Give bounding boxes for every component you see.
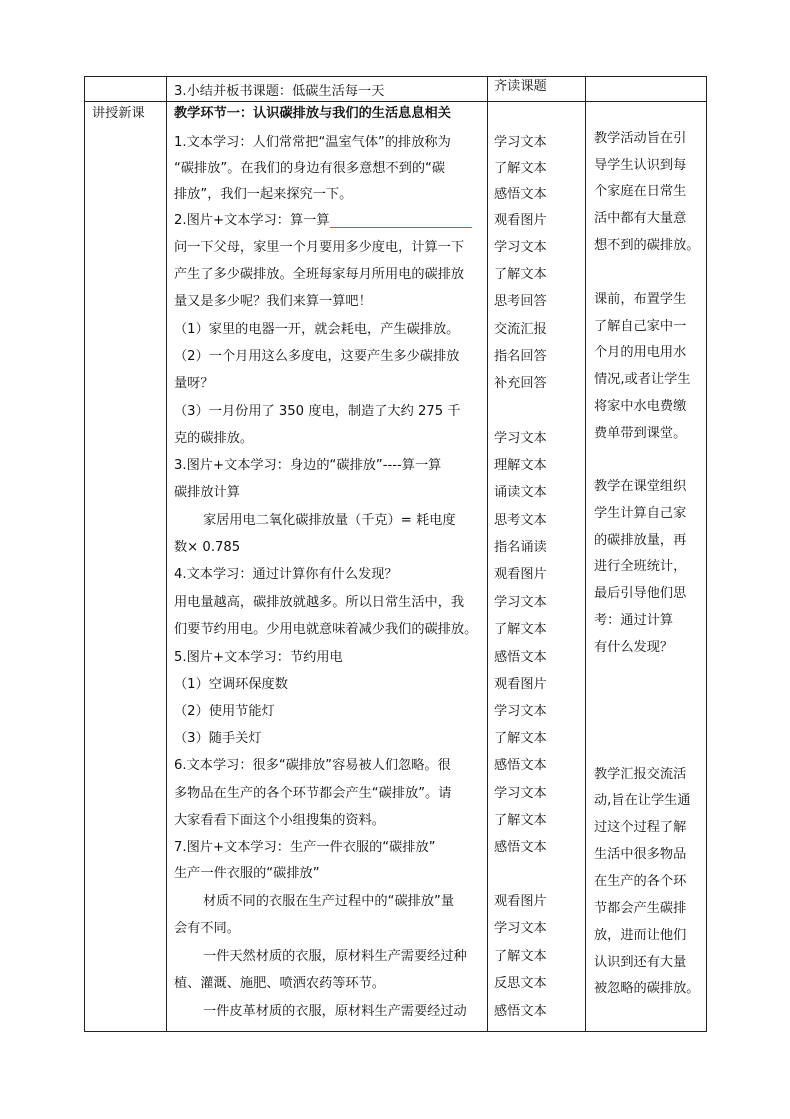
activity-line: 指名诵读 [494, 540, 547, 555]
design-line: 活中都有大量意 [594, 211, 687, 226]
content-line: 量又是多少呢？我们来算一算吧！ [174, 294, 372, 309]
activity-line: 学习文本 [494, 921, 547, 936]
activity-line: 学习文本 [494, 240, 547, 255]
activity-line: 感悟文本 [494, 650, 547, 665]
activity-line: 了解文本 [494, 813, 547, 828]
activity-line: 学习文本 [494, 135, 547, 150]
design-line: 导学生认识到每 [594, 158, 687, 173]
content-line: 量呀？ [174, 376, 214, 391]
content-line: 2.图片+文本学习：算一算 [174, 213, 330, 228]
design-line: 有什么发现？ [594, 640, 674, 655]
activity-line: 指名回答 [494, 349, 547, 364]
activity-line: 反思文本 [494, 976, 547, 991]
content-line: 会有不同。 [174, 921, 240, 936]
activity-line: 了解文本 [494, 267, 547, 282]
content-line: 3.图片+文本学习：身边的“碳排放”----算一算 [174, 458, 442, 473]
activity-line: 学习文本 [494, 704, 547, 719]
activity-line: 了解文本 [494, 731, 547, 746]
design-line: 被忽略的碳排放。 [594, 981, 700, 996]
content-line: （2）使用节能灯 [174, 704, 275, 719]
activity-line: 学习文本 [494, 431, 547, 446]
design-line: 教学活动旨在引 [594, 131, 687, 146]
design-line: 费单带到课堂。 [594, 426, 687, 441]
content-line: 生产一件衣服的“碳排放” [174, 866, 320, 881]
content-line: （1）家里的电器一开，就会耗电，产生碳排放。 [174, 322, 460, 337]
underline-mark [330, 227, 472, 228]
design-line: 考：通过计算 [594, 613, 674, 628]
content-line: 排放”，我们一起来探究一下。 [174, 187, 353, 202]
activity-line: 思考文本 [494, 513, 547, 528]
design-line: 课前，布置学生 [594, 292, 687, 307]
content-line: （3）一月份用了 350 度电，制造了大约 275 千 [174, 404, 461, 419]
content-line: 碳排放计算 [174, 485, 240, 500]
content-line: 7.图片+文本学习：生产一件衣服的“碳排放” [174, 840, 436, 855]
table-top-border [84, 76, 707, 77]
design-line: 个月的用电用水 [594, 345, 687, 360]
design-line: 的碳排放量，再 [594, 533, 687, 548]
activity-line: 交流汇报 [494, 322, 547, 337]
content-line: 5.图片+文本学习：节约用电 [174, 650, 343, 665]
design-line: 教学在课堂组织 [594, 479, 687, 494]
table-right-border [706, 76, 707, 1032]
design-line: 进行全班统计， [594, 559, 687, 574]
content-line: 多物品在生产的各个环节都会产生“碳排放”。请 [174, 786, 452, 801]
content-line: 材质不同的衣服在生产过程中的“碳排放”量 [203, 894, 455, 909]
table-col-divider-3 [585, 76, 586, 1032]
content-line: 产生了多少碳排放。全班每家每月所用电的碳排放 [174, 267, 465, 282]
content-line: 植、灌溉、施肥、喷洒农药等环节。 [174, 976, 385, 991]
content-line: 一件皮革材质的衣服，原材料生产需要经过动 [203, 1004, 467, 1019]
table-left-border [84, 76, 85, 1032]
content-line: （2）一个月用这么多度电，这要产生多少碳排放 [174, 349, 460, 364]
summary-step-text: 3.小结并板书课题：低碳生活每一天 [174, 84, 385, 99]
activity-line: 学习文本 [494, 786, 547, 801]
design-line: 将家中水电费缴 [594, 399, 687, 414]
content-line: （3）随手关灯 [174, 731, 262, 746]
design-line: 个家庭在日常生 [594, 184, 687, 199]
section-heading: 教学环节一：认识碳排放与我们的生活息息相关 [174, 106, 451, 121]
table-bottom-border [84, 1031, 707, 1032]
design-line: 放，进而让他们 [594, 928, 687, 943]
activity-line: 观看图片 [494, 677, 547, 692]
table-col-divider-1 [166, 76, 167, 1032]
activity-line: 诵读文本 [494, 485, 547, 500]
design-line: 动,旨在让学生通 [594, 793, 691, 808]
section-label: 讲授新课 [92, 106, 145, 121]
content-line: 克的碳排放。 [174, 431, 254, 446]
content-line: 用电量越高，碳排放就越多。所以日常生活中，我 [174, 595, 465, 610]
design-line: 节都会产生碳排 [594, 901, 687, 916]
activity-line: 感悟文本 [494, 758, 547, 773]
design-line: 情况,或者让学生 [594, 372, 691, 387]
activity-line: 了解文本 [494, 949, 547, 964]
content-line: 一件天然材质的衣服，原材料生产需要经过种 [203, 949, 467, 964]
design-line: 在生产的各个环 [594, 874, 687, 889]
content-line: 1.文本学习：人们常常把“温室气体”的排放称为 [174, 135, 451, 150]
design-line: 想不到的碳排放。 [594, 238, 700, 253]
activity-line: 学习文本 [494, 595, 547, 610]
design-line: 过这个过程了解 [594, 820, 687, 835]
activity-line: 了解文本 [494, 622, 547, 637]
content-line: 数× 0.785 [174, 540, 241, 555]
activity-line: 观看图片 [494, 894, 547, 909]
design-line: 最后引导他们思 [594, 586, 687, 601]
content-line: 问一下父母，家里一个月要用多少度电，计算一下 [174, 240, 465, 255]
table-col-divider-2 [487, 76, 488, 1032]
content-line: “碳排放”。在我们的身边有很多意想不到的“碳 [174, 161, 446, 176]
content-line: 4.文本学习：通过计算你有什么发现？ [174, 567, 398, 582]
activity-line: 了解文本 [494, 161, 547, 176]
design-line: 教学汇报交流活 [594, 767, 687, 782]
content-line: 大家看看下面这个小组搜集的资料。 [174, 813, 385, 828]
activity-line: 观看图片 [494, 213, 547, 228]
design-line: 学生计算自己家 [594, 506, 687, 521]
design-line: 生活中很多物品 [594, 847, 687, 862]
activity-line: 感悟文本 [494, 187, 547, 202]
design-line: 认识到还有大量 [594, 955, 687, 970]
activity-line: 思考回答 [494, 294, 547, 309]
content-line: 家居用电二氧化碳排放量（千克）= 耗电度 [203, 513, 456, 528]
content-line: 们要节约用电。少用电就意味着减少我们的碳排放。 [174, 622, 478, 637]
activity-line: 感悟文本 [494, 1004, 547, 1019]
design-line: 了解自己家中一 [594, 319, 687, 334]
table-row-divider [84, 101, 707, 102]
content-line: （1）空调环保度数 [174, 677, 288, 692]
activity-line: 感悟文本 [494, 840, 547, 855]
activity-line: 理解文本 [494, 458, 547, 473]
summary-activity-text: 齐读课题 [494, 79, 547, 94]
activity-line: 补充回答 [494, 376, 547, 391]
activity-line: 观看图片 [494, 567, 547, 582]
content-line: 6.文本学习：很多“碳排放”容易被人们忽略。很 [174, 758, 451, 773]
